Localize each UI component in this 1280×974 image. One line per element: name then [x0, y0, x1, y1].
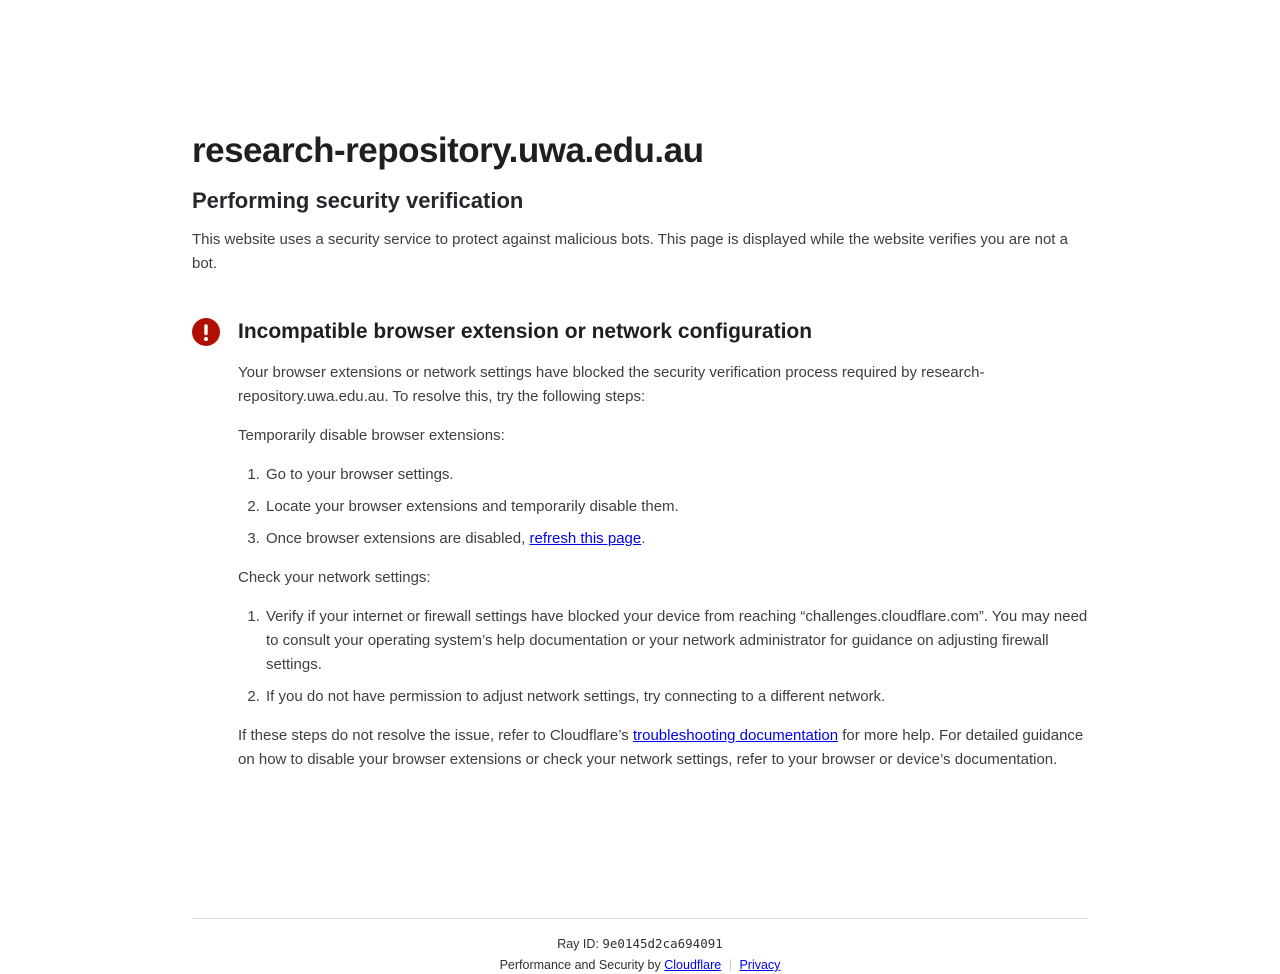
performance-text: Performance and Security by: [499, 958, 661, 972]
step-text: Verify if your internet or firewall settings have blocked your device from reaching “challenges.cloudflare.com”. You may need to consult your operating system’s help documentation or your network administrator for guidance on adjusting firewall settings.: [266, 608, 1088, 673]
performance-line: [192, 956, 1088, 974]
ray-id-label: Ray ID:: [557, 937, 599, 951]
error-header: [192, 318, 1088, 346]
error-body: [238, 361, 1088, 772]
troubleshooting-docs-link[interactable]: troubleshooting documentation: [632, 727, 839, 744]
list-item: [264, 605, 1088, 677]
closing-paragraph: [238, 724, 1088, 772]
list-item: [264, 463, 1088, 487]
ray-id-line: [192, 935, 1088, 953]
error-section: [192, 318, 1088, 772]
main-content: [192, 0, 1088, 772]
closing-text: for more help. For detailed guidance on how to disable your browser extensions or check your network settings, refer to your browser or device’s documentation.: [238, 727, 1084, 768]
ray-id-value: 9e0145d2ca694091: [602, 936, 723, 951]
browser-steps-intro: Temporarily disable browser extensions:: [238, 427, 505, 444]
step-text: Locate your browser extensions and temporarily disable them.: [266, 498, 679, 515]
intro-text: This website uses a security service to protect against malicious bots. This page is displayed while the website verifies you are not a bot.: [192, 231, 1068, 272]
network-steps-list: [238, 605, 1088, 709]
list-item: [264, 685, 1088, 709]
step-text: Go to your browser settings.: [266, 466, 454, 483]
page-subtitle: Performing security verification: [192, 188, 524, 213]
error-heading: Incompatible browser extension or network configuration: [238, 320, 813, 343]
closing-text: If these steps do not resolve the issue, refer to Cloudflare’s: [238, 727, 633, 744]
step-text: Once browser extensions are disabled,: [266, 530, 530, 547]
page-footer: [192, 918, 1088, 974]
network-steps-intro: Check your network settings:: [238, 569, 431, 586]
error-description: Your browser extensions or network settings have blocked the security verification process required by research-repository.uwa.edu.au. To resolve this, try the following steps:: [238, 364, 985, 405]
page-title: research-repository.uwa.edu.au: [192, 131, 704, 170]
step-text: If you do not have permission to adjust network settings, try connecting to a different network.: [266, 688, 886, 705]
list-item: [264, 527, 1088, 551]
footer-separator: |: [728, 958, 732, 972]
list-item: [264, 495, 1088, 519]
step-text: .: [641, 530, 646, 547]
privacy-link[interactable]: Privacy: [739, 958, 781, 972]
cloudflare-link[interactable]: Cloudflare: [664, 958, 722, 972]
refresh-page-link[interactable]: refresh this page: [529, 530, 642, 547]
alert-circle-icon: [192, 318, 220, 346]
browser-steps-list: [238, 463, 1088, 551]
